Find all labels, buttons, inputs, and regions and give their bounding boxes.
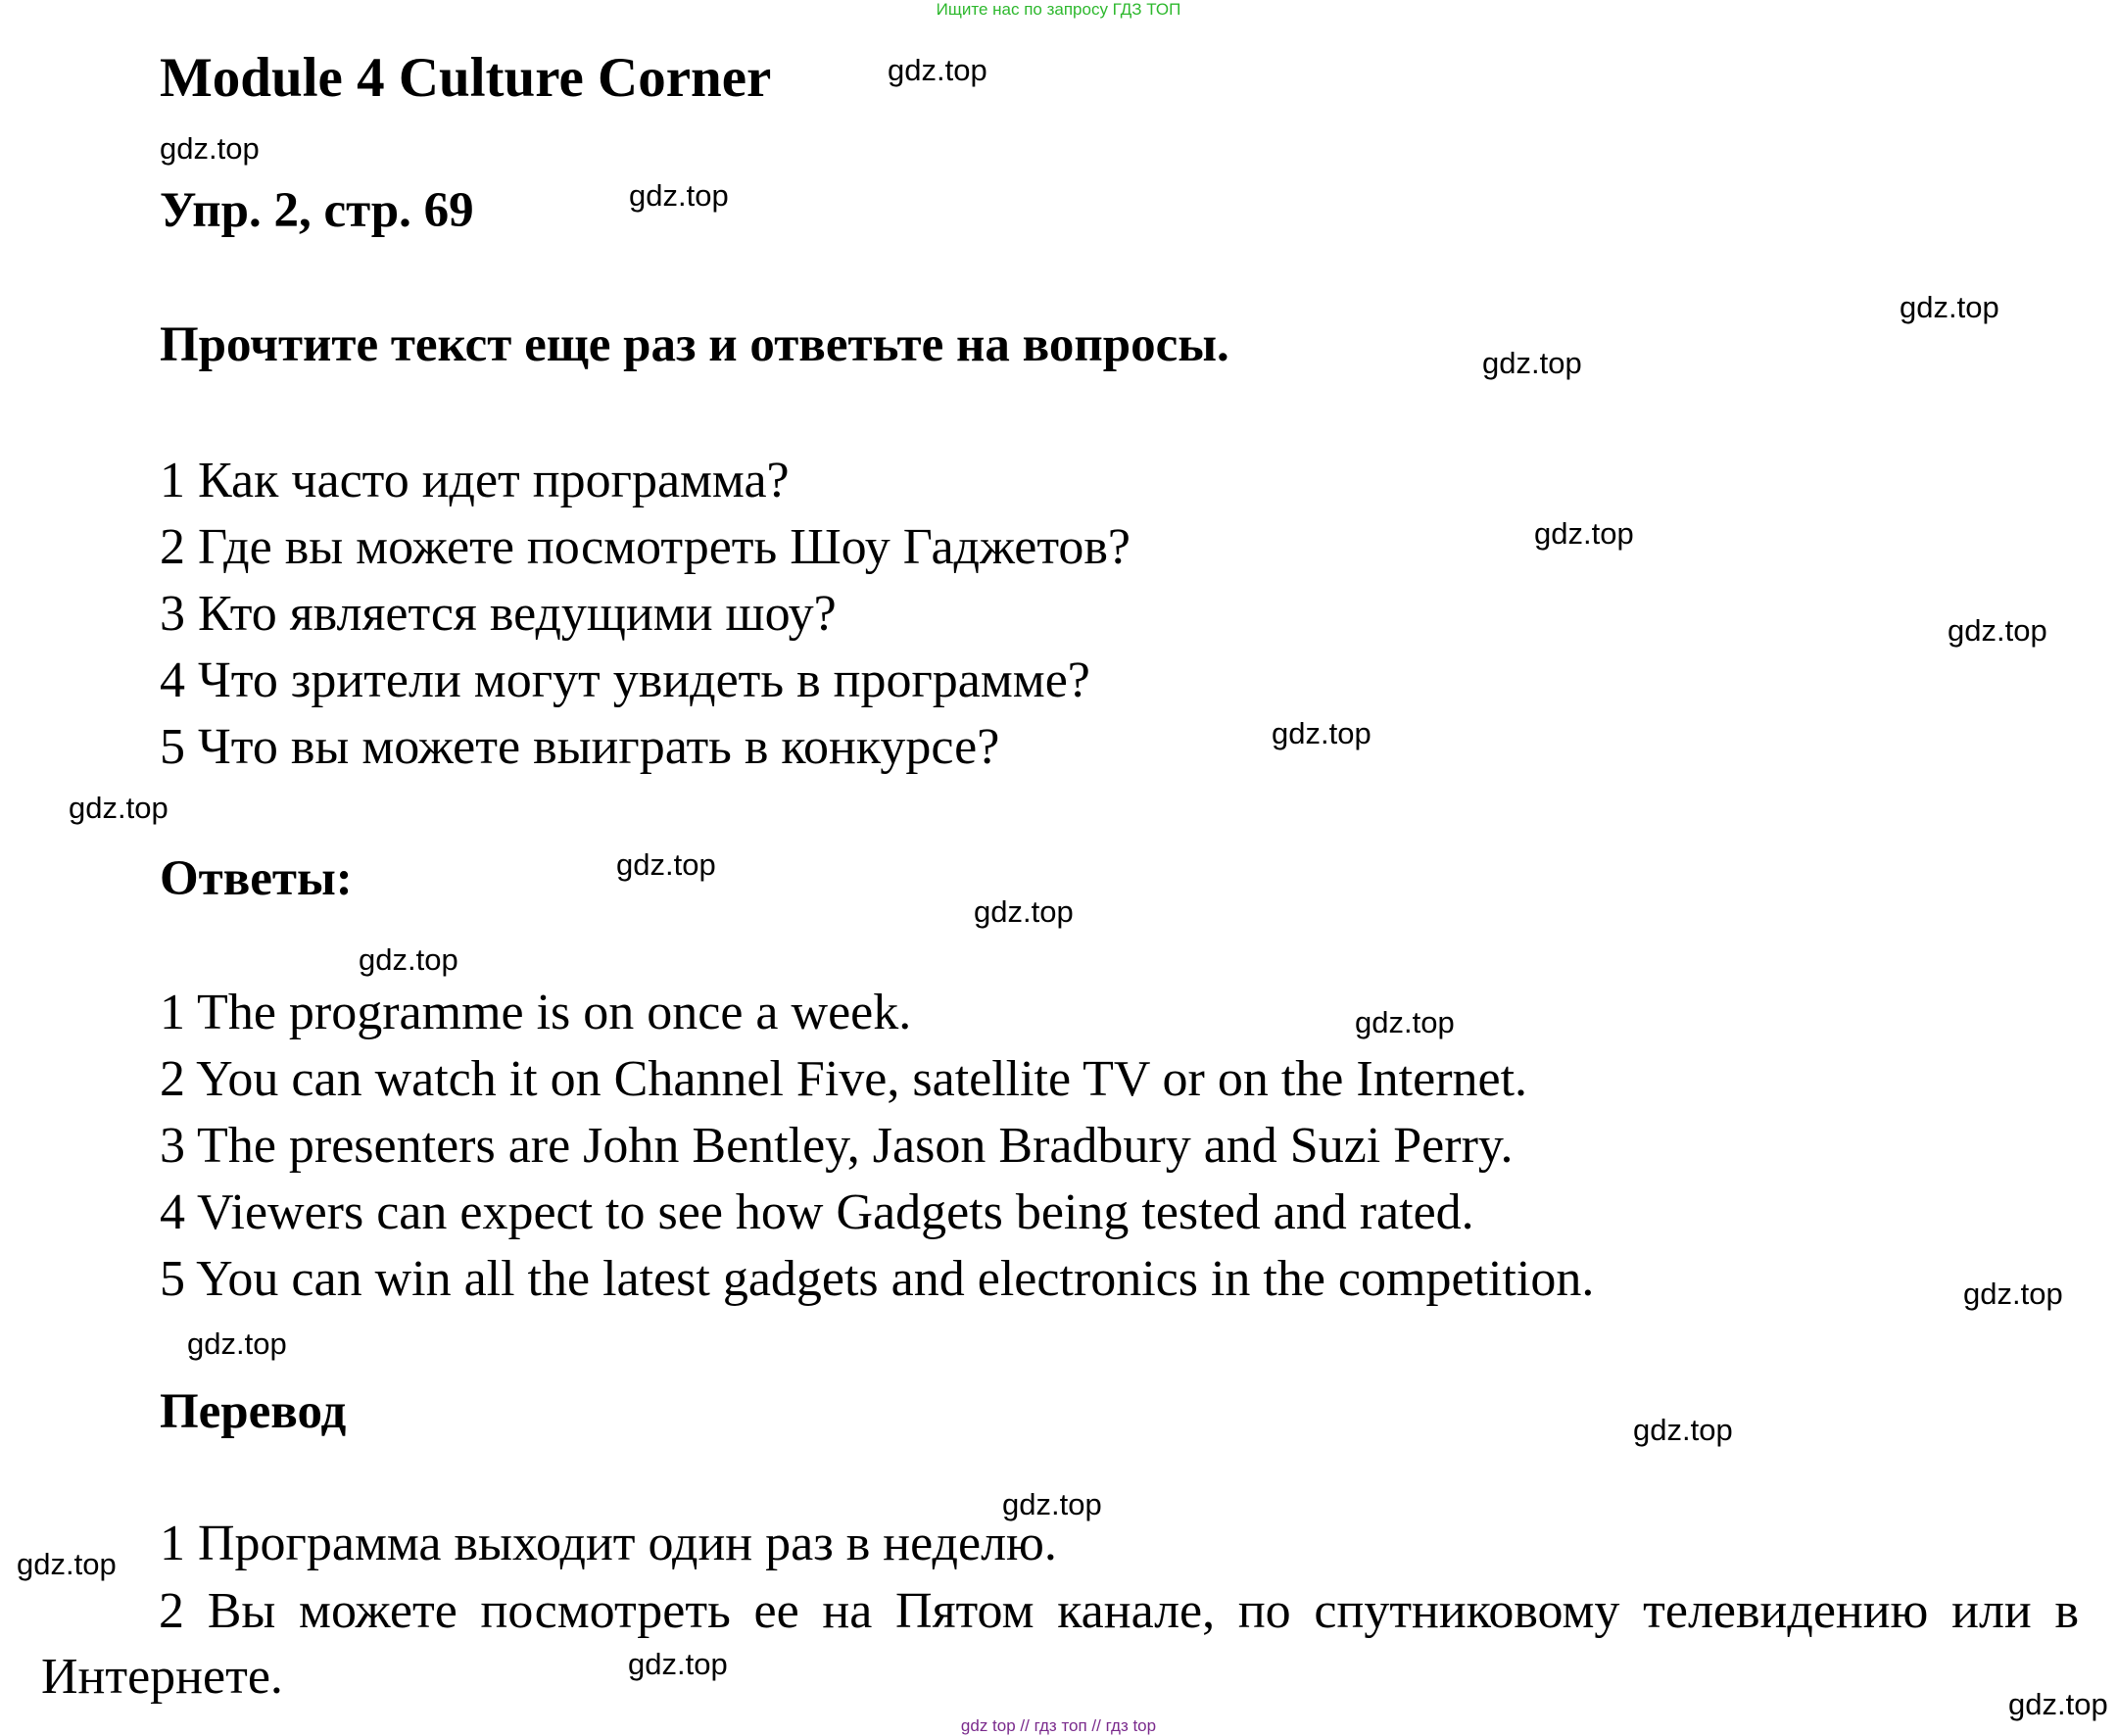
watermark: gdz.top: [1534, 516, 1634, 551]
watermark: gdz.top: [1482, 346, 1582, 380]
answer-item: 1 The programme is on once a week.: [160, 985, 912, 1040]
page-title: Module 4 Culture Corner: [160, 47, 772, 109]
watermark: gdz.top: [1272, 716, 1371, 750]
watermark: gdz.top: [1355, 1005, 1455, 1039]
watermark: gdz.top: [1948, 613, 2047, 648]
question-item: 4 Что зрители могут увидеть в программе?: [160, 652, 1090, 708]
question-item: 2 Где вы можете посмотреть Шоу Гаджетов?: [160, 519, 1131, 575]
watermark: gdz.top: [1002, 1487, 1102, 1521]
question-item: 1 Как часто идет программа?: [160, 453, 790, 508]
watermark: gdz.top: [69, 791, 168, 825]
watermark: gdz.top: [187, 1326, 287, 1361]
question-item: 3 Кто является ведущими шоу?: [160, 586, 837, 642]
exercise-label: Упр. 2, стр. 69: [160, 183, 474, 238]
watermark: gdz.top: [1963, 1277, 2063, 1311]
answer-item: 4 Viewers can expect to see how Gadgets being tested and rated.: [160, 1184, 1474, 1240]
watermark: gdz.top: [359, 942, 458, 977]
watermark: gdz.top: [616, 847, 716, 882]
answer-item: 2 You can watch it on Channel Five, satellite TV or on the Internet.: [160, 1051, 1528, 1107]
watermark: gdz.top: [1633, 1413, 1733, 1447]
watermark: gdz.top: [1900, 290, 1999, 324]
watermark: gdz.top: [17, 1547, 117, 1581]
answers-heading: Ответы:: [160, 851, 353, 906]
translation-heading: Перевод: [160, 1384, 347, 1439]
bottom-banner: gdz top // гдз топ // гдз top: [960, 1716, 1157, 1735]
translation-item: 1 Программа выходит один раз в неделю.: [160, 1516, 1057, 1571]
watermark: gdz.top: [888, 53, 987, 87]
answer-item: 3 The presenters are John Bentley, Jason Bradbury and Suzi Perry.: [160, 1118, 1514, 1174]
watermark: gdz.top: [628, 1647, 728, 1681]
translation-item: 2 Вы можете посмотреть ее на Пятом канале, по спутниковому телевидению или в Интернете.: [41, 1583, 2079, 1705]
watermark: gdz.top: [629, 178, 729, 213]
question-item: 5 Что вы можете выиграть в конкурсе?: [160, 719, 1000, 775]
answer-item: 5 You can win all the latest gadgets and electronics in the competition.: [160, 1251, 1595, 1307]
watermark: gdz.top: [160, 131, 260, 166]
watermark: gdz.top: [974, 894, 1074, 929]
top-banner: Ищите нас по запросу ГДЗ ТОП: [936, 0, 1181, 19]
watermark: gdz.top: [2008, 1687, 2108, 1721]
instruction: Прочтите текст еще раз и ответьте на вопросы.: [160, 317, 1229, 372]
